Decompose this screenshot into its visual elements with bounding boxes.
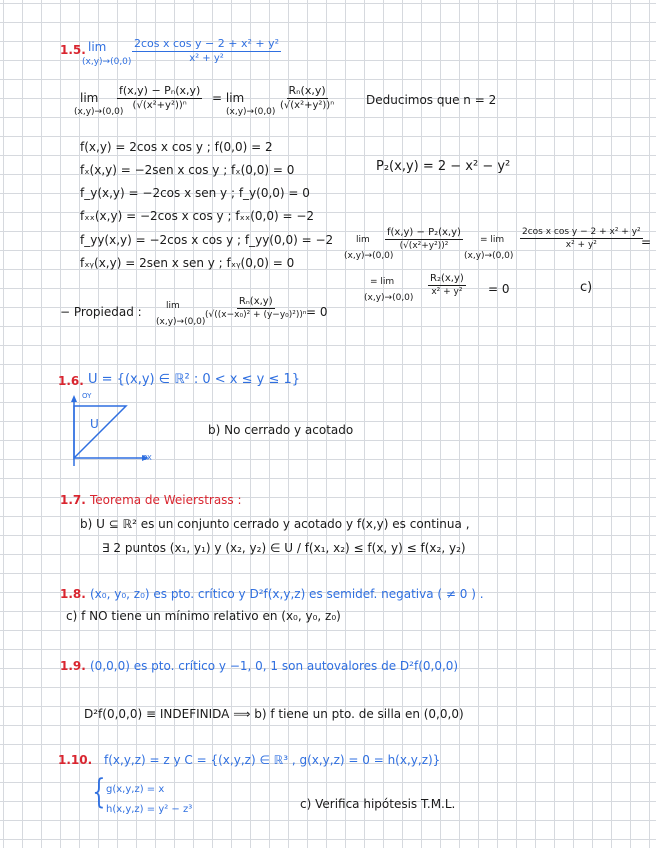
taylor-polynomial: P₂(x,y) = 2 − x² − y²: [376, 159, 511, 174]
derivative-line: f(x,y) = 2cos x cos y ; f(0,0) = 2: [80, 140, 273, 154]
answer-1-5: c): [580, 280, 593, 295]
answer-1-10: c) Verifica hipótesis T.M.L.: [300, 797, 456, 811]
exercise-number-1-7: 1.7.: [60, 493, 86, 507]
limit-subscript: (x,y)→(0,0): [82, 57, 132, 67]
ox-label: OX: [142, 454, 152, 462]
theorem-title: Teorema de Weierstrass :: [90, 493, 242, 507]
property-limit-subscript: (x,y)→(0,0): [156, 317, 206, 327]
oy-arrow: [71, 395, 77, 402]
remainder-limit-subscript-3: (x,y)→(0,0): [364, 293, 414, 303]
remainder-numerator-3: R₂(x,y): [430, 273, 464, 284]
remainder-fraction-3: [428, 273, 466, 297]
derivative-line: fₓₓ(x,y) = −2cos x cos y ; fₓₓ(0,0) = −2: [80, 209, 315, 223]
set-definition: U = {(x,y) ∈ ℝ² : 0 < x ≤ y ≤ 1}: [88, 372, 301, 387]
derivative-line: f_yy(x,y) = −2cos x cos y ; f_yy(0,0) = −2: [80, 233, 334, 247]
property-numerator: Rₙ(x,y): [238, 296, 273, 307]
remainder-numerator-2: 2cos x cos y − 2 + x² + y²: [522, 227, 641, 237]
property-label: − Propiedad :: [60, 305, 142, 319]
def-numerator-2: Rₙ(x,y): [288, 84, 326, 97]
deduce-text: Deducimos que n = 2: [366, 93, 497, 107]
def-limit-word: lim: [80, 91, 99, 105]
property-equals: = 0: [306, 305, 328, 319]
remainder-denominator-3: x² + y²: [431, 287, 463, 297]
remainder-numerator-1: f(x,y) − P₂(x,y): [387, 227, 461, 238]
def-limit-subscript-2: (x,y)→(0,0): [226, 107, 276, 117]
exercise-number-1-5: 1.5.: [60, 43, 86, 57]
exercise-number-1-10: 1.10.: [58, 753, 93, 767]
remainder-equals-3: = lim: [370, 277, 395, 287]
constraint-g: g(x,y,z) = x: [106, 784, 165, 795]
def-denominator-2: (√(x²+y²))ⁿ: [280, 100, 335, 111]
remainder-limit-word: lim: [356, 235, 370, 245]
system-brace: {: [92, 772, 106, 812]
property-fraction: [205, 296, 307, 320]
remainder-limit-subscript-2: (x,y)→(0,0): [464, 251, 514, 261]
constraint-h: h(x,y,z) = y² − z³: [106, 804, 193, 815]
derivative-line: fₓ(x,y) = −2sen x cos y ; fₓ(0,0) = 0: [80, 163, 295, 177]
remainder-fraction-2: [520, 227, 643, 250]
answer-1-6: b) No cerrado y acotado: [208, 423, 354, 437]
exercise-1-8-line-2: c) f NO tiene un mínimo relativo en (x₀, y₀, z₀): [66, 609, 341, 623]
remainder-fraction-1: [385, 227, 463, 251]
def-denominator-1: (√(x²+y²))ⁿ: [132, 100, 187, 111]
exercise-1-8-line-1: (x₀, y₀, z₀) es pto. crítico y D²f(x,y,z) es semidef. negativa ( ≠ 0 ) .: [90, 587, 484, 601]
exercise-number-1-8: 1.8.: [60, 587, 86, 601]
main-denominator: x² + y²: [189, 53, 224, 64]
theorem-line-2: ∃ 2 puntos (x₁, y₁) y (x₂, y₂) ∈ U / f(x₁, x₂) ≤ f(x, y) ≤ f(x₂, y₂): [102, 541, 466, 555]
main-numerator: 2cos x cos y − 2 + x² + y²: [134, 37, 279, 50]
def-fraction-1: [117, 84, 202, 111]
exercise-number-1-6: 1.6.: [58, 374, 84, 388]
def-equals: = lim: [212, 91, 245, 105]
derivative-line: fₓᵧ(x,y) = 2sen x sen y ; fₓᵧ(0,0) = 0: [80, 256, 295, 270]
remainder-denominator-1: (√(x²+y²))²: [399, 241, 449, 251]
exercise-1-10-line-1: f(x,y,z) = z y C = {(x,y,z) ∈ ℝ³ , g(x,y,z) = 0 = h(x,y,z)}: [104, 753, 441, 767]
main-limit-fraction: [132, 37, 281, 64]
exercise-1-9-line-1: (0,0,0) es pto. crítico y −1, 0, 1 son autovalores de D²f(0,0,0): [90, 659, 459, 673]
remainder-equals-1: = lim: [480, 235, 505, 245]
region-label: U: [90, 417, 99, 431]
oy-label: OY: [82, 392, 92, 400]
def-limit-subscript: (x,y)→(0,0): [74, 107, 124, 117]
exercise-1-9-line-2: D²f(0,0,0) ≡ INDEFINIDA ⟹ b) f tiene un pto. de silla en (0,0,0): [84, 707, 464, 721]
remainder-denominator-2: x² + y²: [565, 240, 597, 250]
def-numerator-1: f(x,y) − Pₙ(x,y): [119, 84, 201, 97]
property-limit-word: lim: [166, 301, 180, 311]
remainder-equals-4: = 0: [488, 282, 510, 296]
remainder-equals-2: =: [641, 235, 652, 249]
property-denominator: (√((x−x₀)² + (y−y₀)²))ⁿ: [205, 310, 307, 320]
def-fraction-2: [280, 84, 334, 111]
exercise-number-1-9: 1.9.: [60, 659, 86, 673]
region-sketch: [58, 392, 178, 472]
region-triangle: [74, 406, 126, 458]
limit-word: lim: [88, 40, 107, 54]
derivative-line: f_y(x,y) = −2cos x sen y ; f_y(0,0) = 0: [80, 186, 310, 200]
theorem-line-1: b) U ⊆ ℝ² es un conjunto cerrado y acotado y f(x,y) es continua ,: [80, 517, 470, 531]
remainder-limit-subscript: (x,y)→(0,0): [344, 251, 394, 261]
